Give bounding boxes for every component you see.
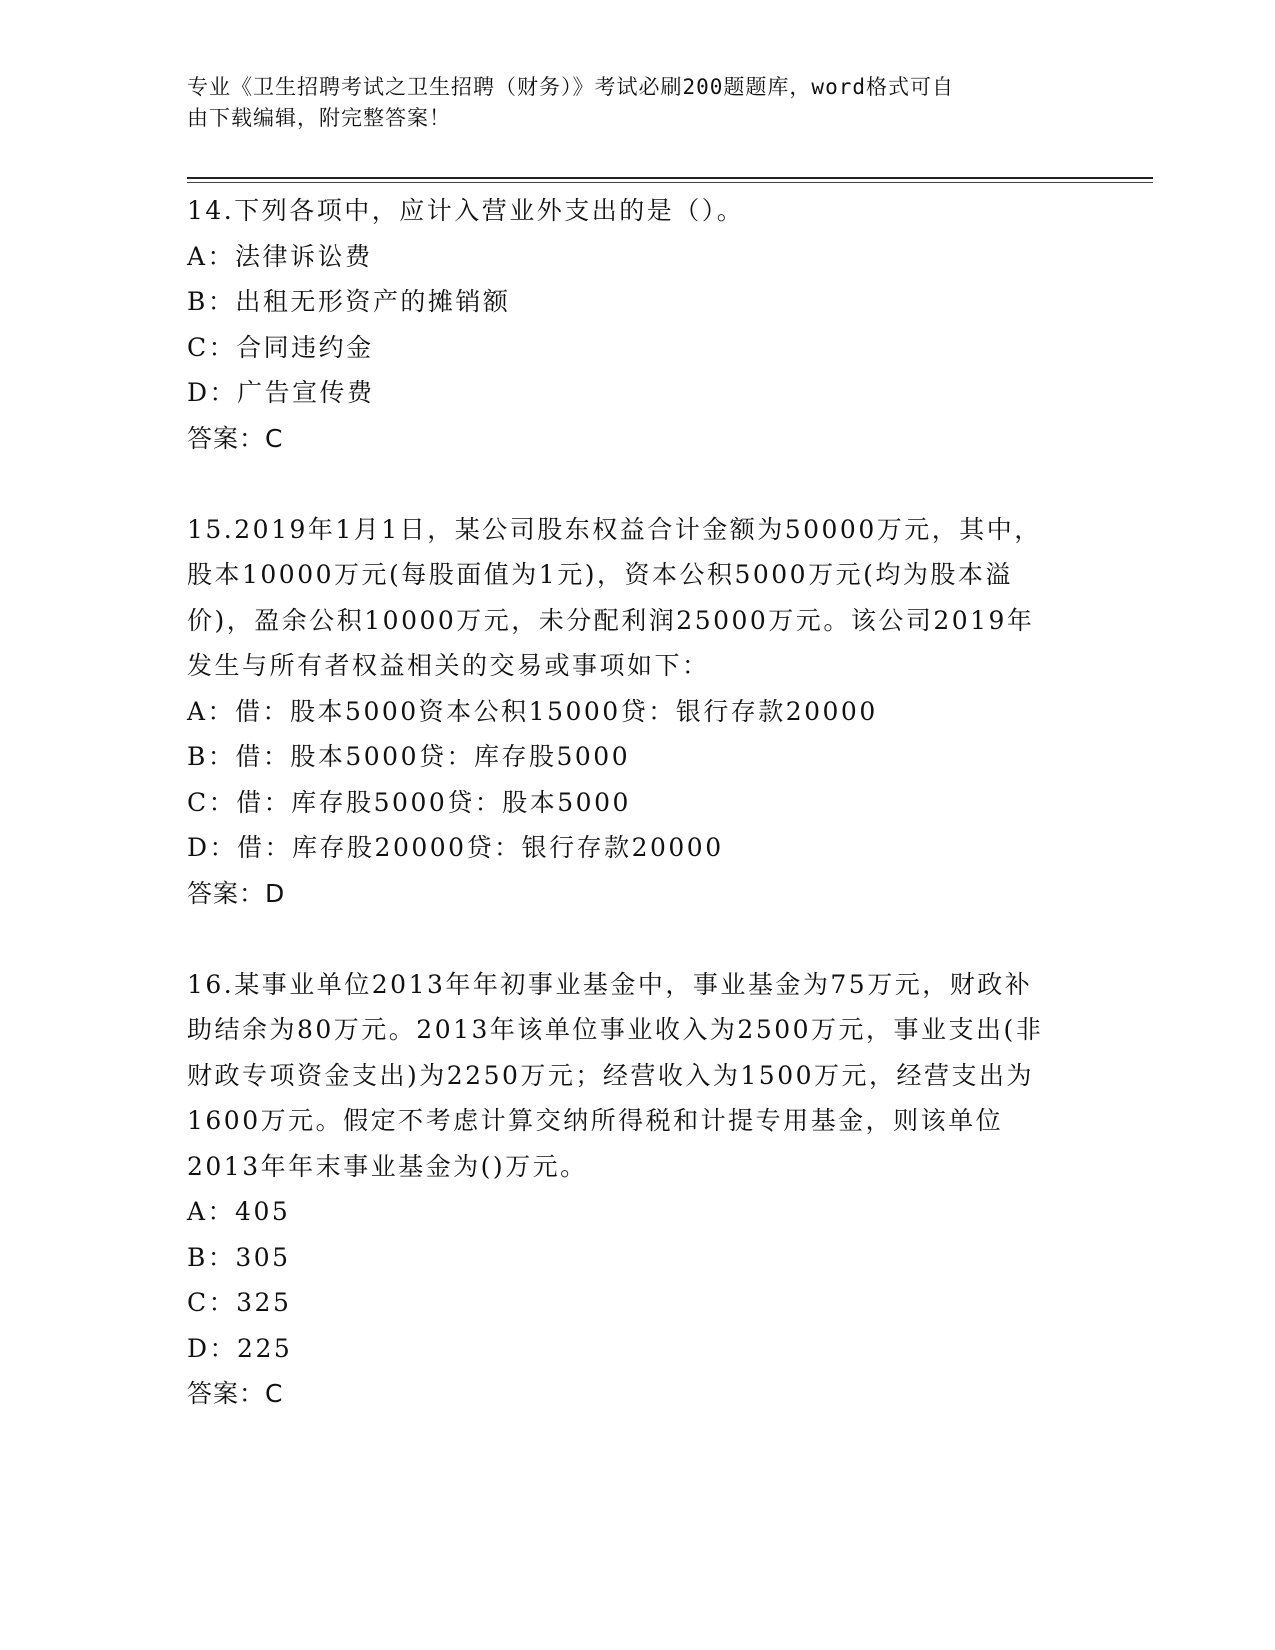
option-d: D：广告宣传费 [187, 378, 375, 407]
question-stem-line: 1600万元。假定不考虑计算交纳所得税和计提专用基金，则该单位 [187, 1106, 1004, 1135]
question-stem-line: 价)，盈余公积10000万元，未分配利润25000万元。该公司2019年 [187, 605, 1035, 635]
option-a: A：法律诉讼费 [187, 241, 373, 271]
option-b: B：借：股本5000贷：库存股5000 [187, 742, 631, 771]
header-line-1: 专业《卫生招聘考试之卫生招聘（财务）》考试必刷200题题库，word格式可自 [187, 75, 954, 99]
option-c: C：合同违约金 [187, 332, 374, 362]
question-stem-line: 15.2019年1月1日，某公司股东权益合计金额为50000万元，其中， [187, 514, 1042, 544]
question-15 [187, 507, 1087, 917]
answer-label: 答案：C [187, 423, 284, 453]
spacer [187, 916, 1087, 962]
option-c: C：借：库存股5000贷：股本5000 [187, 787, 631, 817]
header-divider-thick [187, 177, 1153, 179]
question-stem-line: 16.某事业单位2013年年初事业基金中，事业基金为75万元，财政补 [187, 969, 1033, 999]
option-b: B：出租无形资产的摊销额 [187, 287, 511, 316]
question-list [187, 188, 1087, 1417]
question-stem-line: 助结余为80万元。2013年该单位事业收入为2500万元，事业支出(非 [187, 1015, 1044, 1044]
header-line-2: 由下载编辑，附完整答案！ [187, 106, 451, 130]
document-header [187, 72, 1087, 134]
question-stem: 14.下列各项中，应计入营业外支出的是（）。 [187, 196, 745, 225]
question-16 [187, 962, 1087, 1417]
option-a: A：借：股本5000资本公积15000贷：银行存款20000 [187, 696, 878, 726]
spacer [187, 461, 1087, 507]
option-a: A：405 [187, 1197, 291, 1226]
question-stem-line: 发生与所有者权益相关的交易或事项如下： [187, 651, 710, 680]
option-d: D：225 [187, 1333, 293, 1363]
option-b: B：305 [187, 1242, 291, 1272]
question-stem-line: 股本10000万元(每股面值为1元)，资本公积5000万元(均为股本溢 [187, 560, 1013, 589]
option-d: D：借：库存股20000贷：银行存款20000 [187, 833, 724, 862]
question-14 [187, 188, 1087, 461]
option-c: C：325 [187, 1288, 292, 1317]
question-stem-line: 2013年年末事业基金为()万元。 [187, 1151, 588, 1181]
answer-label: 答案：C [187, 1379, 284, 1408]
question-stem-line: 财政专项资金支出)为2250万元；经营收入为1500万元，经营支出为 [187, 1060, 1035, 1090]
answer-label: 答案：D [187, 878, 286, 908]
header-divider-thin [187, 182, 1153, 183]
